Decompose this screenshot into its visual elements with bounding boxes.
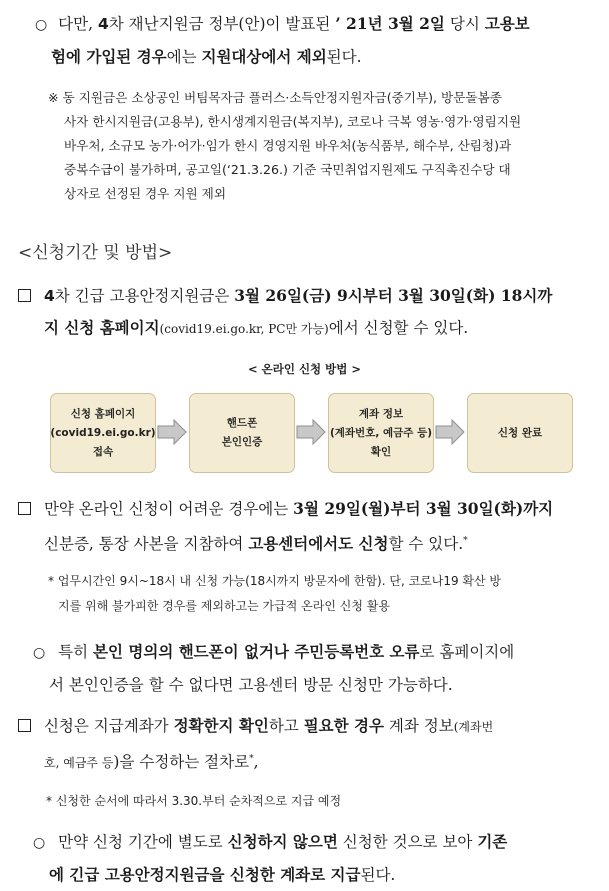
flow-step-1: 신청 홈페이지 (covid19.ei.go.kr) 접속	[50, 393, 156, 473]
bullet-paragraph-exclusion: ○ 다만, 4차 재난지원금 정부(안)이 발표된 ’ 21년 3월 2일 당시 고용보 험에 가입된 경우에는 지원대상에서 제외된다.	[35, 8, 530, 73]
circle-bullet-icon: ○	[35, 17, 48, 33]
flow-step-2: 핸드폰 본인인증	[189, 393, 295, 473]
paragraph-account-verification: 신청은 지급계좌가 정확한지 확인하고 필요한 경우 계좌 정보(계좌번 호, 예금주 등)을 수정하는 절차로*,	[18, 710, 493, 779]
flow-caption: < 온라인 신청 방법 >	[247, 362, 362, 376]
arrow-right-icon	[434, 418, 466, 446]
note-duplicate-support: ※ 동 지원금은 소상공인 버팀목자금 플러스·소득안정지원자금(중기부), 방문돌봄종 사자 한시지원금(고용부), 한시생계지원금(복지부), 코로나 극복 영농·영가·영림지원 바우처, 소규모 농가·어가·임가 한시 경영지원 바우처(농식품부, 해수부, 산림청)과 중복수급이 불가하며, 공고일(‘21.3.26.) 기준 국민취업지원제도 구직촉진수당 대 상자로 선정된 경우 지원 제외	[48, 90, 522, 201]
note-office-hours: * 업무시간인 9시~18시 내 신청 가능(18시까지 방문자에 한함). 단, 코로나19 확산 방 지를 위해 불가피한 경우를 제외하고는 가급적 온라인 신청 활용	[48, 574, 502, 613]
circle-bullet-icon: ○	[33, 645, 46, 661]
paragraph-application-period: 4차 긴급 고용안정지원금은 3월 26일(금) 9시부터 3월 30일(화) 18시까 지 신청 홈페이지(covid19.ei.go.kr, PC만 가능)에서 신청할 수 있다.	[18, 280, 552, 345]
square-bullet-icon	[18, 719, 31, 732]
flow-step-4: 신청 완료	[467, 393, 573, 473]
arrow-right-icon	[295, 418, 327, 446]
bullet-paragraph-visit-only: ○ 특히 본인 명의의 핸드폰이 없거나 주민등록번호 오류로 홈페이지에 서 본인인증을 할 수 없다면 고용센터 방문 신청만 가능하다.	[33, 636, 514, 701]
note-payment-order: * 신청한 순서에 따라서 3.30.부터 순차적으로 지급 예정	[46, 794, 342, 808]
flow-step-3: 계좌 정보 (계좌번호, 예금주 등) 확인	[328, 393, 434, 473]
arrow-right-icon	[156, 418, 188, 446]
section-heading: <신청기간 및 방법>	[18, 243, 173, 263]
bullet-paragraph-default-account: ○ 만약 신청 기간에 별도로 신청하지 않으면 신청한 것으로 보아 기존 에 긴급 고용안정지원금을 신청한 계좌로 지급된다.	[33, 826, 507, 891]
circle-bullet-icon: ○	[33, 835, 46, 851]
square-bullet-icon	[18, 502, 31, 515]
square-bullet-icon	[18, 289, 31, 302]
paragraph-offline-application: 만약 온라인 신청이 어려운 경우에는 3월 29일(월)부터 3월 30일(화)까지 신분증, 통장 사본을 지참하여 고용센터에서도 신청할 수 있다.*	[18, 493, 553, 560]
